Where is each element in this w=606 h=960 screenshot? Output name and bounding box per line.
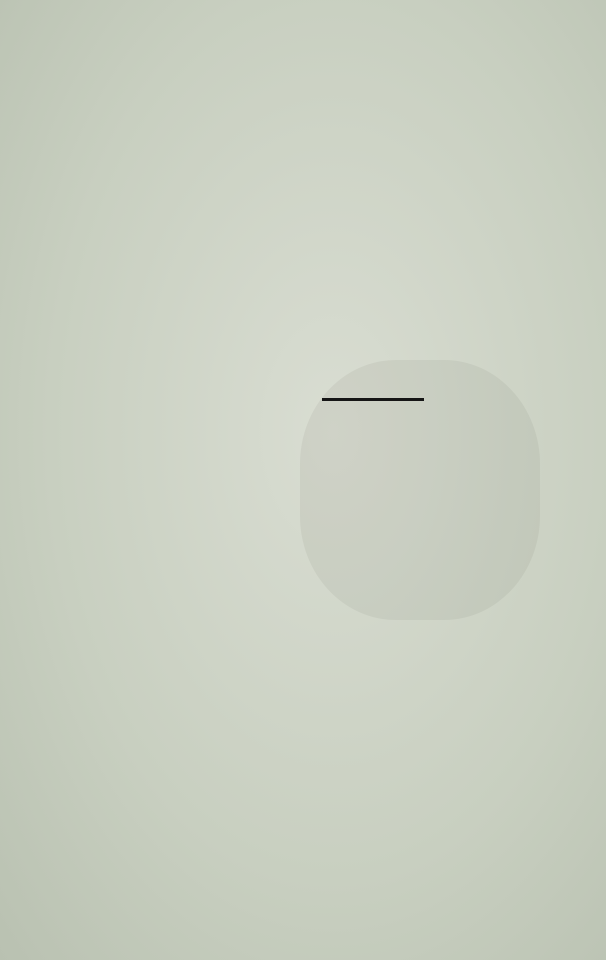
section-divider-rule [322,398,424,401]
